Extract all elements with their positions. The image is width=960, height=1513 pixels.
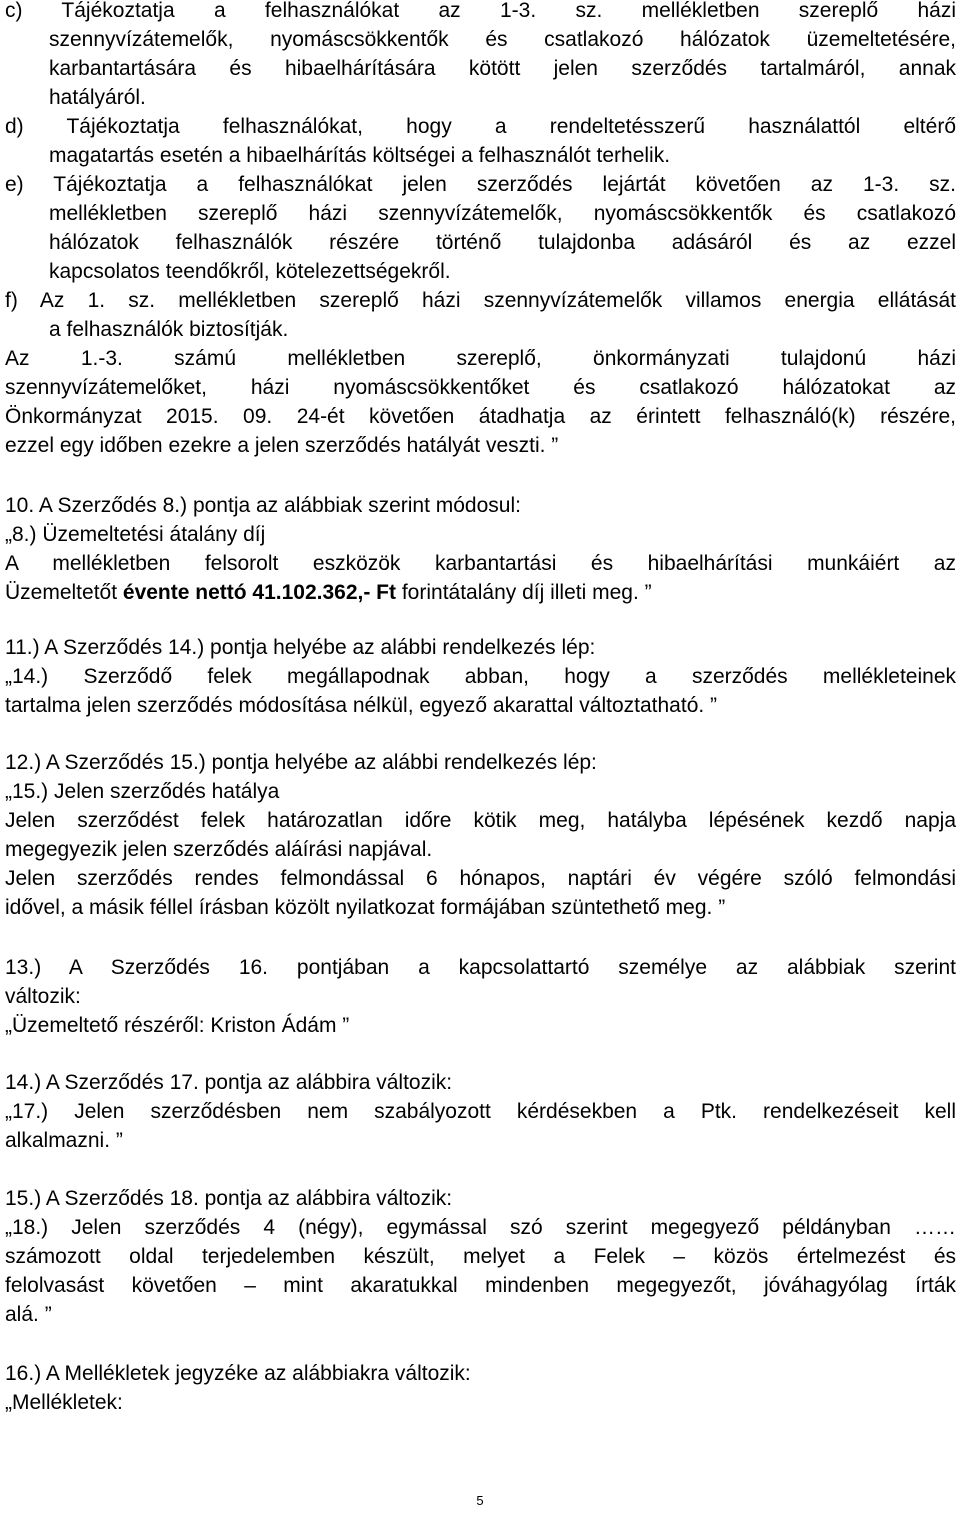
section-12-line-1: „15.) Jelen szerződés hatálya xyxy=(5,780,280,803)
section-12-line-3: megegyezik jelen szerződés aláírási napjával. xyxy=(5,838,433,861)
item-e-line-1: e) Tájékoztatja a felhasználókat jelen szerződés lejártát követően az 1-3. sz. xyxy=(5,173,956,196)
transfer-line-3: Önkormányzat 2015. 09. 24-ét követően átadhatja az érintett felhasználó(k) részére, xyxy=(5,405,956,428)
item-d-line-1: d) Tájékoztatja felhasználókat, hogy a rendeltetésszerű használattól eltérő xyxy=(5,115,956,138)
section-15-line-3: felolvasást követően – mint akaratukkal mindenben megegyezőt, jóváhagyólag írták xyxy=(5,1274,956,1297)
section-15 xyxy=(5,1184,956,1329)
section-13-line-2: változik: xyxy=(5,985,81,1008)
page-number: 5 xyxy=(476,1493,484,1508)
section-11-line-1: „14.) Szerződő felek megállapodnak abban, hogy a szerződés mellékleteinek xyxy=(5,665,956,688)
section-12-line-2: Jelen szerződést felek határozatlan időre kötik meg, hatályba lépésének kezdő napja xyxy=(5,809,956,832)
section-12-heading: 12.) A Szerződés 15.) pontja helyébe az alábbi rendelkezés lép: xyxy=(5,751,597,774)
item-e-line-2: mellékletben szereplő házi szennyvízátemelők, nyomáscsökkentők és csatlakozó xyxy=(49,202,956,225)
transfer-line-4: ezzel egy időben ezekre a jelen szerződés hatályát veszti. ” xyxy=(5,434,559,457)
item-c-line-1: c) Tájékoztatja a felhasználókat az 1-3. sz. mellékletben szereplő házi xyxy=(5,0,956,22)
section-12 xyxy=(5,748,956,922)
section-13 xyxy=(5,953,956,1040)
item-f-line-1: f) Az 1. sz. mellékletben szereplő házi szennyvízátemelők villamos energia ellátását xyxy=(5,289,956,312)
section-16 xyxy=(5,1359,956,1417)
item-e-line-3: hálózatok felhasználók részére történő tulajdonba adásáról és az ezzel xyxy=(49,231,956,254)
item-e-line-4: kapcsolatos teendőkről, kötelezettségekről. xyxy=(49,260,451,283)
section-14-line-1: „17.) Jelen szerződésben nem szabályozott kérdésekben a Ptk. rendelkezéseit kell xyxy=(5,1100,956,1123)
section-12-line-5: idővel, a másik féllel írásban közölt nyilatkozat formájában szüntethető meg. ” xyxy=(5,896,726,919)
section-10-line-2 xyxy=(5,578,956,607)
transfer-line-1: Az 1.-3. számú mellékletben szereplő, önkormányzati tulajdonú házi xyxy=(5,347,956,370)
section-10-line-2-post: forintátalány díj illeti meg. ” xyxy=(396,581,652,604)
section-15-line-4: alá. ” xyxy=(5,1303,52,1326)
section-13-line-3: „Üzemeltető részéről: Kriston Ádám ” xyxy=(5,1014,350,1037)
section-10 xyxy=(5,491,956,607)
section-14 xyxy=(5,1068,956,1155)
section-12-line-4: Jelen szerződés rendes felmondással 6 hónapos, naptári év végére szóló felmondási xyxy=(5,867,956,890)
section-11 xyxy=(5,633,956,720)
item-c-line-3: karbantartására és hibaelhárítására kötött jelen szerződés tartalmáról, annak xyxy=(49,57,956,80)
transfer-paragraph xyxy=(5,344,956,460)
item-c-line-4: hatályáról. xyxy=(49,86,146,109)
section-10-line-2-pre: Üzemeltetőt xyxy=(5,581,123,604)
section-11-heading: 11.) A Szerződés 14.) pontja helyébe az alábbi rendelkezés lép: xyxy=(5,636,596,659)
section-16-line-1: „Mellékletek: xyxy=(5,1391,123,1414)
item-f-line-2: a felhasználók biztosítják. xyxy=(49,318,289,341)
section-15-heading: 15.) A Szerződés 18. pontja az alábbira változik: xyxy=(5,1187,453,1210)
section-15-line-1: „18.) Jelen szerződés 4 (négy), egymással szó szerint megegyező példányban …… xyxy=(5,1216,956,1239)
item-d-line-2: magatartás esetén a hibaelhárítás költségei a felhasználót terhelik. xyxy=(49,144,671,167)
section-10-heading: 10. A Szerződés 8.) pontja az alábbiak szerint módosul: xyxy=(5,494,521,517)
section-11-line-2: tartalma jelen szerződés módosítása nélkül, egyező akarattal változtatható. ” xyxy=(5,694,718,717)
service-items-list xyxy=(5,0,956,344)
section-15-line-2: számozott oldal terjedelemben készült, melyet a Felek – közös értelmezést és xyxy=(5,1245,956,1268)
annual-fee-amount: évente nettó 41.102.362,- Ft xyxy=(122,581,397,604)
section-14-line-2: alkalmazni. ” xyxy=(5,1129,123,1152)
item-c-line-2: szennyvízátemelők, nyomáscsökkentők és csatlakozó hálózatok üzemeltetésére, xyxy=(49,28,956,51)
section-16-heading: 16.) A Mellékletek jegyzéke az alábbiakra változik: xyxy=(5,1362,471,1385)
section-14-heading: 14.) A Szerződés 17. pontja az alábbira változik: xyxy=(5,1071,453,1094)
section-13-line-1: 13.) A Szerződés 16. pontjában a kapcsolattartó személye az alábbiak szerint xyxy=(5,956,956,979)
transfer-line-2: szennyvízátemelőket, házi nyomáscsökkentőket és csatlakozó hálózatokat az xyxy=(5,376,956,399)
section-10-title: „8.) Üzemeltetési átalány díj xyxy=(5,523,266,546)
section-10-line-1: A mellékletben felsorolt eszközök karbantartási és hibaelhárítási munkáiért az xyxy=(5,552,956,575)
